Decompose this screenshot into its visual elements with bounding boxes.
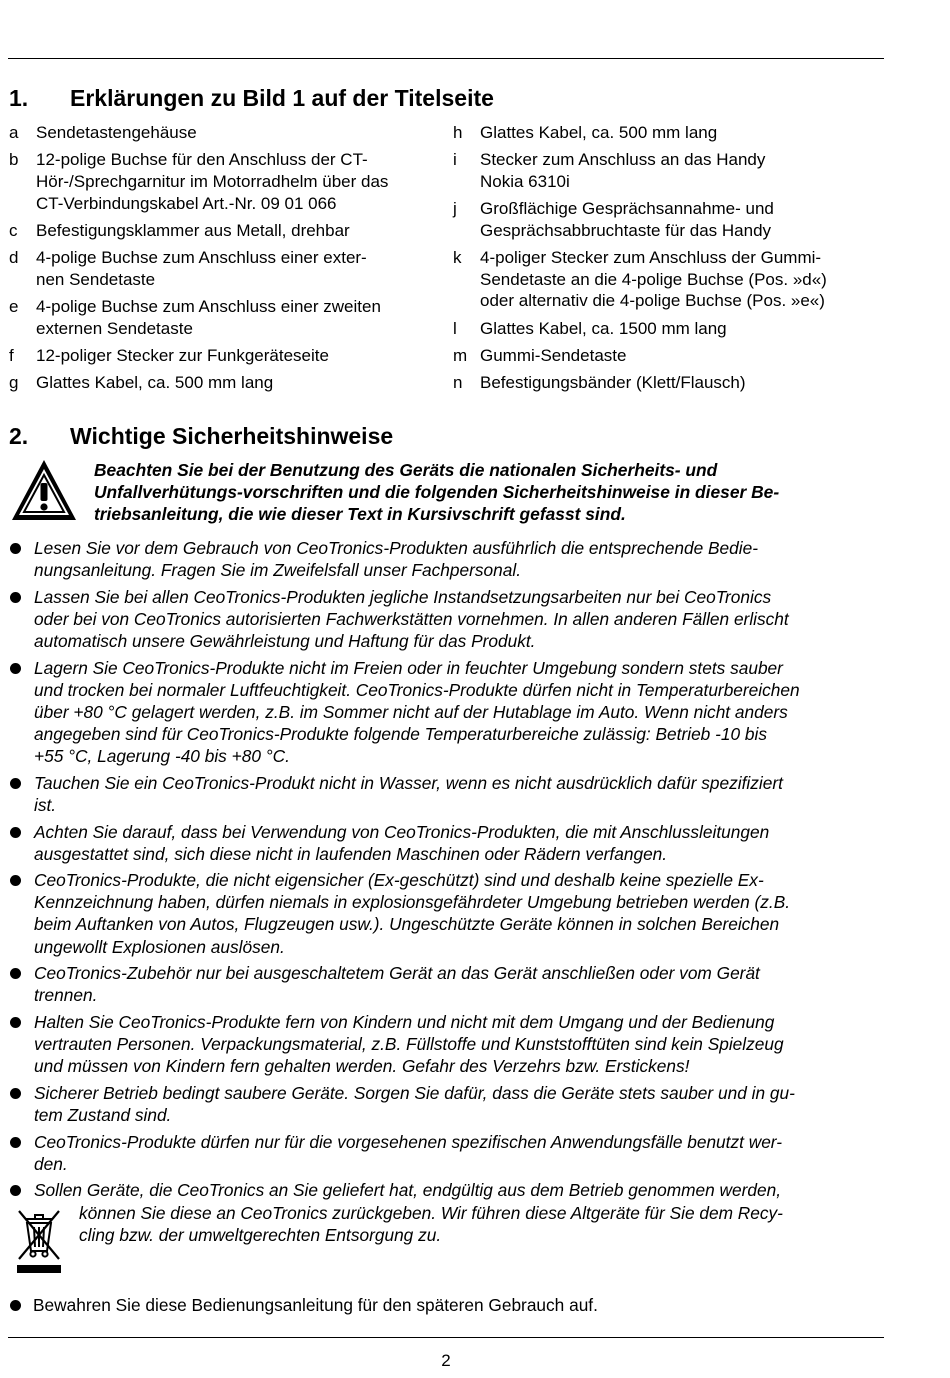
- bullet-dot: [10, 827, 21, 838]
- bottom-rule: [8, 1337, 884, 1338]
- bullet-text-line: ist.: [34, 794, 57, 815]
- legend-item: [453, 318, 883, 340]
- bullet-dot: [10, 592, 21, 603]
- legend-text-line: CT-Verbindungskabel Art.-Nr. 09 01 066: [36, 193, 337, 213]
- legend-item: [9, 345, 439, 367]
- safety-bullet: [9, 869, 885, 957]
- legend-letter: b: [9, 150, 19, 170]
- warning-text-line: Beachten Sie bei der Benutzung des Geräts die nationalen Sicherheits- und: [94, 460, 718, 480]
- bullet-text-line: Lassen Sie bei allen CeoTronics-Produkten jegliche Instandsetzungsarbeiten nur bei CeoTronics: [34, 586, 772, 607]
- legend-text-line: Befestigungsklammer aus Metall, drehbar: [36, 220, 350, 240]
- bullet-text-line: beim Auftanken von Autos, Flugzeugen usw.). Ungeschützte Geräte können in solchen Bereichen: [34, 914, 780, 935]
- bullet-text-line: tem Zustand sind.: [34, 1105, 172, 1125]
- section-1-title: Erklärungen zu Bild 1 auf der Titelseite: [70, 85, 494, 111]
- bullet-text-line: Sollen Geräte, die CeoTronics an Sie geliefert hat, endgültig aus dem Betrieb genommen werden,: [34, 1180, 782, 1201]
- safety-bullet: [9, 1082, 885, 1126]
- legend-text-line: oder alternativ die 4-polige Buchse (Pos. »e«): [480, 291, 825, 311]
- legend-item: [9, 220, 439, 242]
- section-2-number: 2.: [9, 423, 29, 449]
- legend-text-line: Gummi-Sendetaste: [480, 345, 627, 365]
- safety-bullet: [9, 1131, 885, 1175]
- bullet-dot: [10, 968, 21, 979]
- legend-item: [453, 345, 883, 367]
- legend-text-line: Glattes Kabel, ca. 1500 mm lang: [480, 318, 727, 338]
- legend-item: [453, 149, 883, 192]
- safety-bullet: [9, 772, 885, 816]
- legend-text-line: Sendetastengehäuse: [36, 123, 197, 142]
- legend-letter: n: [453, 373, 463, 393]
- legend-item: [453, 247, 883, 312]
- section-2-title: Wichtige Sicherheitshinweise: [70, 423, 394, 449]
- bullet-dot: [10, 1017, 21, 1028]
- bullet-text-line: ausgestattet sind, sich diese nicht in laufenden Maschinen oder Rädern verfangen.: [34, 843, 668, 864]
- bullet-text-line: oder bei von CeoTronics autorisierten Fachwerkstätten vornehmen. In allen anderen Fällen erlischt: [34, 608, 789, 629]
- bullet-text-line-indented: können Sie diese an CeoTronics zurückgeben. Wir führen diese Altgeräte für Sie dem Recy-: [79, 1202, 783, 1223]
- safety-bullet: [9, 657, 885, 767]
- legend-text-line: Großflächige Gesprächsannahme- und: [480, 199, 774, 219]
- legend-letter: a: [9, 123, 19, 142]
- bullet-text-line: automatisch unsere Gewährleistung und Haftung für das Produkt.: [34, 630, 536, 651]
- bullet-text-line: über +80 °C gelagert werden, z.B. im Sommer nicht auf der Hutablage im Auto. Wenn nicht anders: [34, 701, 788, 722]
- bullet-text-line: nungsanleitung. Fragen Sie im Zweifelsfall unser Fachpersonal.: [34, 560, 522, 581]
- safety-bullet: [9, 586, 885, 652]
- bullet-text-line: Kennzeichnung haben, dürfen niemals in explosionsgefährdeter Umgebung betrieben werden (z.B.: [34, 892, 791, 913]
- bullet-text-line: Tauchen Sie ein CeoTronics-Produkt nicht in Wasser, wenn es nicht ausdrücklich dafür spezifiziert: [34, 772, 783, 793]
- warning-triangle-icon: [9, 457, 79, 523]
- legend-item: [9, 149, 439, 214]
- bullet-text-line: den.: [34, 1153, 68, 1174]
- legend-text-line: Hör-/Sprechgarnitur im Motorradhelm über das: [36, 171, 389, 191]
- bullet-dot: [10, 1185, 21, 1196]
- bullet-text-line: angegeben sind für CeoTronics-Produkte folgende Temperaturbereiche zulässig: Betrieb -10 bis: [34, 723, 767, 744]
- safety-bullet: [9, 962, 885, 1006]
- crossed-out-bin-icon: [9, 1201, 69, 1277]
- legend-item: [9, 122, 439, 144]
- legend-letter: i: [453, 150, 457, 170]
- bullet-text-line: Lagern Sie CeoTronics-Produkte nicht im Freien oder in feuchter Umgebung sondern stets sauber: [34, 657, 783, 678]
- bullet-text-line: Achten Sie darauf, dass bei Verwendung von CeoTronics-Produkten, die mit Anschlussleitungen: [34, 821, 770, 842]
- warning-block: [9, 457, 885, 527]
- bullet-dot: [10, 663, 21, 674]
- bullet-dot: [10, 1088, 21, 1099]
- legend-letter: g: [9, 373, 19, 393]
- legend-text-line: Sendetaste an die 4-polige Buchse (Pos. »d«): [480, 269, 827, 289]
- warning-text-line: triebsanleitung, die wie dieser Text in Kursivschrift gefasst sind.: [94, 504, 626, 524]
- legend-text-line: Befestigungsbänder (Klett/Flausch): [480, 373, 746, 393]
- legend-letter: m: [453, 345, 468, 365]
- legend-item: [453, 372, 883, 394]
- legend-item: [453, 198, 883, 241]
- safety-bullet: [9, 821, 885, 865]
- legend-left-column: [9, 122, 439, 399]
- safety-bullet: [9, 537, 885, 581]
- page-number: 2: [441, 1351, 451, 1370]
- bullet-text-line: +55 °C, Lagerung -40 bis +80 °C.: [34, 746, 290, 767]
- legend-item: [9, 372, 439, 394]
- bullet-text-line: CeoTronics-Zubehör nur bei ausgeschaltetem Gerät an das Gerät anschließen oder vom Gerät: [34, 963, 760, 984]
- legend-text-line: nen Sendetaste: [36, 269, 156, 289]
- legend-text-line: 12-polige Buchse für den Anschluss der CT-: [36, 150, 368, 170]
- legend-right-column: [453, 122, 883, 399]
- legend-text-line: 4-poliger Stecker zum Anschluss der Gummi-: [480, 248, 822, 268]
- legend-text-line: 12-poliger Stecker zur Funkgeräteseite: [36, 345, 329, 365]
- legend-letter: k: [453, 248, 462, 268]
- legend-letter: l: [453, 318, 457, 338]
- bullet-dot: [10, 875, 21, 886]
- legend-item: [453, 122, 883, 144]
- legend-text-line: 4-polige Buchse zum Anschluss einer exter-: [36, 248, 367, 268]
- legend-text-line: Gesprächsabbruchtaste für das Handy: [480, 220, 772, 240]
- safety-bullet: [9, 1011, 885, 1077]
- warning-text: [94, 459, 874, 525]
- legend-letter: f: [9, 345, 14, 365]
- disposal-bullet: [9, 1179, 885, 1245]
- legend-text-line: externen Sendetaste: [36, 318, 193, 338]
- bullet-dot: [10, 778, 21, 789]
- bullet-text-line: CeoTronics-Produkte dürfen nur für die vorgesehenen spezifischen Anwendungsfälle benutzt wer-: [34, 1131, 783, 1152]
- bullet-text-line: Halten Sie CeoTronics-Produkte fern von Kindern und nicht mit dem Umgang und der Bedienung: [34, 1012, 775, 1033]
- legend-text-line: 4-polige Buchse zum Anschluss einer zweiten: [36, 296, 381, 316]
- final-note: [9, 1294, 885, 1316]
- legend-text-line: Nokia 6310i: [480, 171, 570, 191]
- bullet-text-line: Sicherer Betrieb bedingt saubere Geräte. Sorgen Sie dafür, dass die Geräte stets sauber und in gu-: [34, 1082, 795, 1103]
- legend-text-line: Glattes Kabel, ca. 500 mm lang: [480, 123, 718, 142]
- safety-bullet-list: [9, 537, 885, 1250]
- top-rule: [8, 58, 884, 59]
- bullet-text-line: ungewollt Explosionen auslösen.: [34, 936, 285, 957]
- legend-text-line: Stecker zum Anschluss an das Handy: [480, 150, 766, 170]
- legend-letter: c: [9, 220, 18, 240]
- bullet-text-line: CeoTronics-Produkte, die nicht eigensicher (Ex-geschützt) sind und deshalb keine spezielle Ex-: [34, 870, 764, 891]
- legend-letter: d: [9, 248, 19, 268]
- bullet-dot: [10, 1137, 21, 1148]
- section-1-number: 1.: [9, 85, 29, 111]
- bullet-text-line: und müssen von Kindern fern gehalten werden. Gefahr des Verzehrs bzw. Erstickens!: [34, 1056, 690, 1077]
- section-1-heading: [9, 84, 879, 112]
- legend-item: [9, 296, 439, 339]
- bullet-text-line: und trocken bei normaler Luftfeuchtigkeit. CeoTronics-Produkte dürfen nicht in Temperaturbereichen: [34, 679, 800, 700]
- bullet-dot: [10, 1300, 21, 1311]
- warning-text-line: Unfallverhütungs-vorschriften und die folgenden Sicherheitshinweise in dieser Be-: [94, 482, 780, 502]
- bullet-text-line: trennen.: [34, 985, 98, 1006]
- legend-item: [9, 247, 439, 290]
- bullet-text-line: vertrauten Personen. Verpackungsmaterial, z.B. Füllstoffe und Kunststofftüten sind kein Spielzeug: [34, 1034, 784, 1055]
- bullet-text-line: Lesen Sie vor dem Gebrauch von CeoTronics-Produkten ausführlich die entsprechende Bedie-: [34, 538, 758, 558]
- legend-letter: e: [9, 296, 19, 316]
- legend-letter: j: [453, 199, 457, 219]
- bullet-text-line-indented: cling bzw. der umweltgerechten Entsorgung zu.: [79, 1224, 442, 1245]
- bullet-dot: [10, 543, 21, 554]
- legend-text-line: Glattes Kabel, ca. 500 mm lang: [36, 373, 274, 393]
- legend-letter: h: [453, 123, 463, 142]
- final-note-text: Bewahren Sie diese Bedienungsanleitung für den späteren Gebrauch auf.: [33, 1295, 598, 1315]
- section-2-heading: [9, 422, 879, 450]
